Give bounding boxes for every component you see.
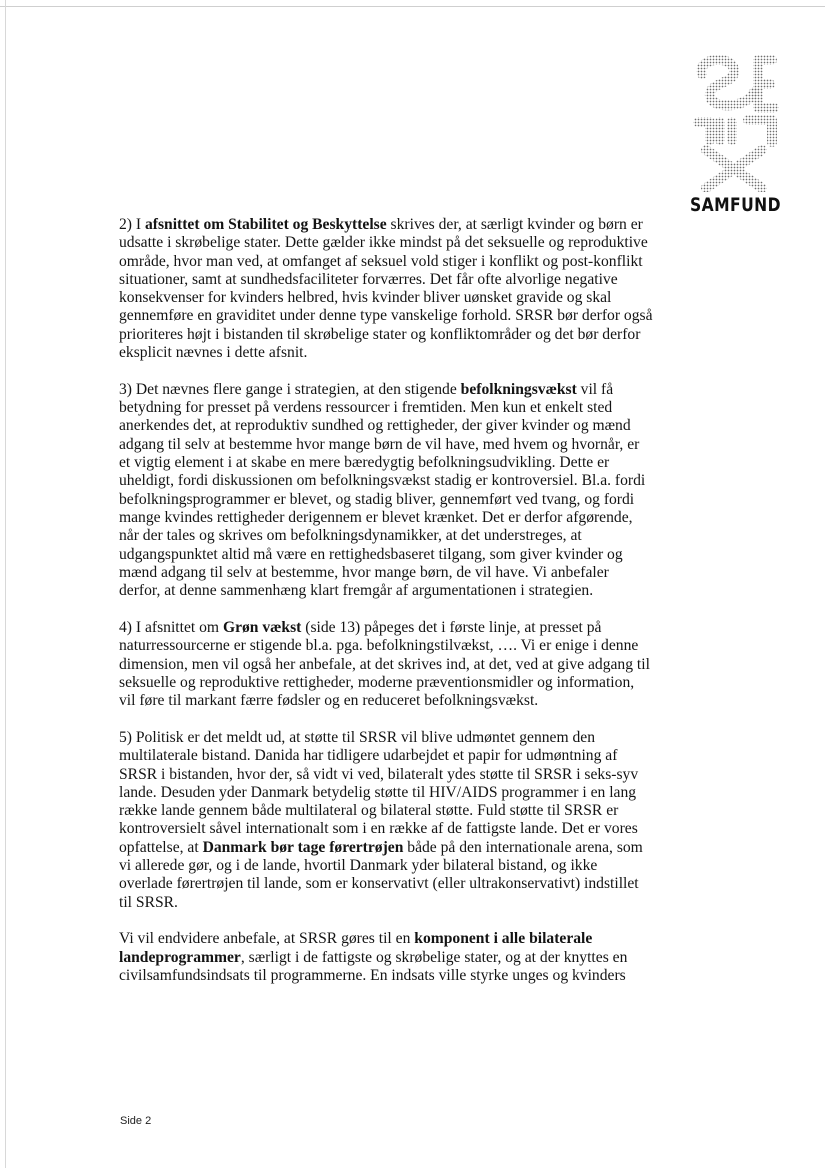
text-run: kontroversielt såvel internationalt som i en række af de fattigste lande. Det er vores [119, 820, 638, 838]
text-line [119, 381, 679, 399]
text-line [119, 417, 679, 435]
text-run: opfattelse, at [119, 838, 203, 856]
text-line [119, 802, 679, 820]
text-run: seksuelle og reproduktive rettigheder, moderne præventionsmidler og information, [119, 673, 635, 691]
paragraph [119, 216, 679, 362]
text-line [119, 839, 679, 857]
text-line [119, 289, 679, 307]
text-line [119, 399, 679, 417]
text-line [119, 564, 679, 582]
text-run: SRSR i bistanden, hvor der, så vidt vi ved, bilateralt ydes støtte til SRSR i seks-syv [119, 765, 639, 783]
text-run: 4) I afsnittet om [119, 618, 223, 636]
page-number: Side 2 [120, 1115, 152, 1127]
text-line [119, 857, 679, 875]
text-line [119, 894, 679, 912]
text-run: eksplicit nævnes i dette afsnit. [119, 344, 308, 362]
text-run: område, hvor man ved, at omfanget af seksuel vold stiger i konflikt og post-konflikt [119, 252, 643, 270]
text-run: civilsamfundsindsats til programmerne. En indsats ville styrke unges og kvinders [119, 966, 626, 984]
text-line [119, 234, 679, 252]
text-line [119, 253, 679, 271]
text-run: vil føre til markant færre fødsler og en reduceret befolkningsvækst. [119, 692, 539, 710]
text-line [119, 509, 679, 527]
text-line [119, 820, 679, 838]
text-line [119, 582, 679, 600]
text-run: , særligt i de fattigste og skrøbelige stater, og at der knyttes en [240, 948, 628, 966]
text-run: (side 13) påpeges det i første linje, at presset på [301, 618, 602, 636]
text-run: betydning for presset på verdens ressourcer i fremtiden. Men kun et enkelt sted [119, 399, 613, 417]
paragraph [119, 729, 679, 912]
text-run: lande. Desuden yder Danmark betydelig støtte til HIV/AIDS programmer i en lang [119, 783, 637, 801]
text-line [119, 271, 679, 289]
text-run: naturressourcerne er stigende bl.a. pga. befolkningstilvækst, …. Vi er enige i denne [119, 637, 639, 655]
text-run: prioriteres højt i bistanden til skrøbelige stater og konfliktområder og det bør derfor [119, 325, 641, 343]
text-line [119, 747, 679, 765]
text-run: udsatte i skrøbelige stater. Dette gælder ikke mindst på det seksuelle og reproduktive [119, 234, 648, 252]
paragraph [119, 619, 679, 710]
text-run: række lande gennem både multilateral og bilateral støtte. Fuld støtte til SRSR er [119, 802, 619, 820]
text-run: overlade førertrøjen til lande, som er konservativt (eller ultrakonservativt) indstillet [119, 875, 639, 893]
logo-graphic [688, 52, 784, 192]
text-run: situationer, samt at sundhedsfaciliteter forværres. Det får ofte alvorlige negative [119, 270, 618, 288]
text-run: uheldigt, fordi diskussionen om befolkningsvækst stadig er kontroversiel. Bl.a. fordi [119, 472, 646, 490]
logo-wordmark: SAMFUND [690, 194, 781, 216]
text-line [119, 656, 679, 674]
text-line [119, 472, 679, 490]
text-line [119, 875, 679, 893]
page-edge-left [5, 0, 6, 1168]
text-line [119, 307, 679, 325]
text-run: adgang til selv at bestemme hvor mange børn de vil have, med hvem og hvornår, er [119, 435, 640, 453]
text-run: når der tales og skrives om befolkningsdynamikker, at det understreges, at [119, 527, 582, 545]
text-run: mænd adgang til selv at bestemme, hvor mange børn, de vil have. Vi anbefaler [119, 563, 609, 581]
text-run: 5) Politisk er det meldt ud, at støtte til SRSR vil blive udmøntet gennem den [119, 728, 596, 746]
bold-text: afsnittet om Stabilitet og Beskyttelse [144, 216, 387, 233]
text-run: befolkningsprogrammer er blevet, og stadig bliver, gennemført ved tvang, og fordi [119, 490, 635, 508]
text-run: skrives der, at særligt kvinder og børn er [386, 216, 643, 233]
bold-text: Grøn vækst [222, 618, 302, 636]
letter-body [119, 216, 679, 1004]
text-line [119, 930, 679, 948]
text-line [119, 949, 679, 967]
text-line [119, 766, 679, 784]
paragraph [119, 930, 679, 985]
text-run: både på den internationale arena, som [403, 838, 643, 856]
text-run: Vi vil endvidere anbefale, at SRSR gøres til en [119, 930, 415, 948]
text-run: gennemføre en graviditet under denne type vanskelige forhold. SRSR bør derfor også [119, 307, 653, 325]
text-line [119, 729, 679, 747]
text-line [119, 692, 679, 710]
text-run: vi allerede gør, og i de lande, hvortil Danmark yder bilateral bistand, og ikke [119, 857, 598, 874]
bold-text: landeprogrammer [119, 948, 241, 966]
text-line [119, 619, 679, 637]
text-run: mange kvindes rettigheder derigennem er blevet krænket. Det er derfor afgørende, [119, 508, 633, 526]
text-line [119, 454, 679, 472]
text-run: anerkendes det, at reproduktiv sundhed og rettigheder, der giver kvinder og mænd [119, 417, 631, 435]
page-edge-top [0, 6, 825, 7]
text-line [119, 436, 679, 454]
paragraph [119, 381, 679, 601]
text-run: dimension, men vil også her anbefale, at det skrives ind, at det, ved at give adgang til [119, 655, 650, 673]
text-run: vil få [576, 380, 614, 398]
text-run: 3) Det nævnes flere gange i strategien, at den stigende [119, 380, 461, 398]
bold-text: komponent i alle bilaterale [414, 930, 593, 948]
text-line [119, 491, 679, 509]
text-line [119, 216, 679, 234]
text-run: et vigtig element i at skabe en mere bæredygtig befolkningsudvikling. Dette er [119, 454, 610, 472]
bold-text: befolkningsvækst [460, 380, 577, 398]
bold-text: Danmark bør tage førertrøjen [202, 838, 404, 856]
text-line [119, 784, 679, 802]
text-run: multilaterale bistand. Danida har tidligere udarbejdet et papir for udmøntning af [119, 747, 618, 765]
text-line [119, 967, 679, 985]
text-line [119, 527, 679, 545]
text-run: 2) I [119, 216, 145, 233]
text-line [119, 637, 679, 655]
text-line [119, 674, 679, 692]
text-run: udgangspunktet altid må være en rettighedsbaseret tilgang, som giver kvinder og [119, 545, 623, 563]
sex-samfund-logo [688, 52, 784, 222]
text-line [119, 546, 679, 564]
text-run: til SRSR. [119, 893, 178, 911]
text-run: konsekvenser for kvinders helbred, hvis kvinder bliver uønsket gravide og skal [119, 289, 612, 307]
text-line [119, 326, 679, 344]
text-run: derfor, at denne sammenhæng klart fremgår af argumentationen i strategien. [119, 582, 594, 600]
text-line [119, 344, 679, 362]
